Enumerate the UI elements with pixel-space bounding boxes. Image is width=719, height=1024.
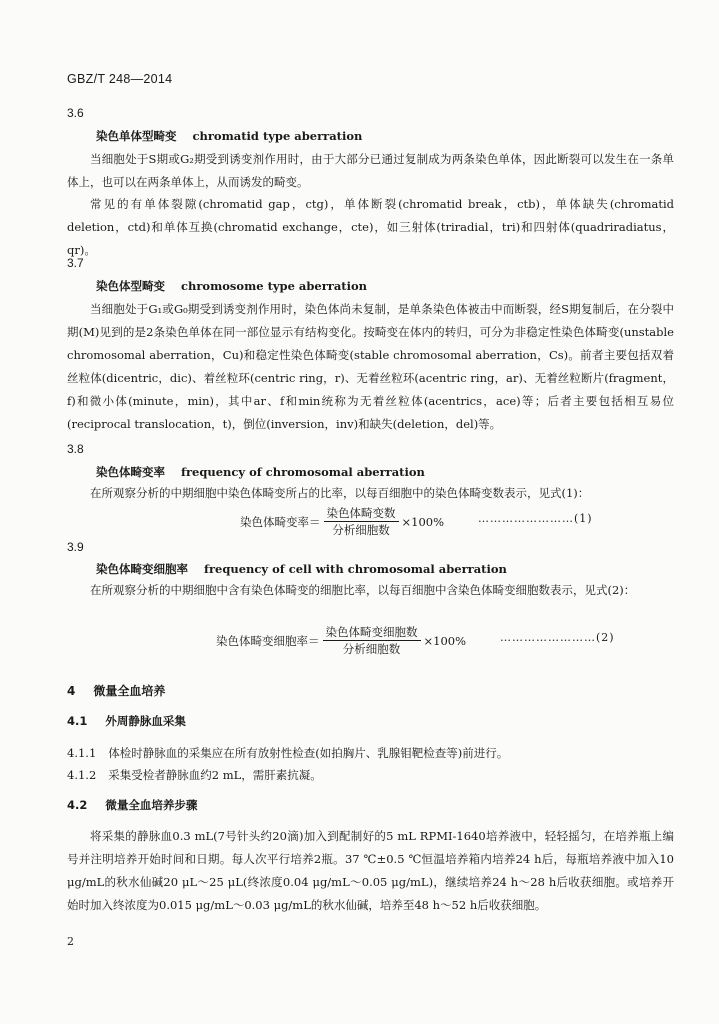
definition-paragraph: 当细胞处于S期或G₂期受到诱变剂作用时，由于大部分已通过复制成为两条染色单体，因此断裂可以发生在一条单体上，也可以在两条单体上，从而诱发的畸变。 [67, 152, 674, 189]
term-en: chromosome type aberration [181, 279, 368, 293]
definition-paragraph: 在所观察分析的中期细胞中染色体畸变所占的比率，以每百细胞中的染色体畸变数表示，见式(1)： [90, 486, 590, 500]
term-en: frequency of chromosomal aberration [181, 465, 425, 479]
term-en: chromatid type aberration [192, 129, 363, 143]
section-number: 3.6 [67, 106, 84, 120]
section-number: 3.7 [67, 256, 84, 270]
section-heading: 4.2 微量全血培养步骤 [67, 798, 198, 812]
formula-1: 染色体畸变率＝ $\frac{\text{染色体畸变数}}{\text{分析细胞数}}$ ×100% [240, 506, 445, 537]
term-zh: 染色单体型畸变 [96, 129, 177, 143]
standard-number-header: GBZ/T 248—2014 [67, 72, 173, 86]
section-number: 3.9 [67, 540, 84, 554]
term-heading [96, 464, 425, 480]
clause-4-1-2: 4.1.2 采集受检者静脉血约2 mL，需肝素抗凝。 [67, 768, 322, 782]
term-zh: 染色体畸变率 [96, 465, 165, 479]
equation-number: ……………………(1) [478, 512, 593, 525]
clause-4-1-1: 4.1.1 体检时静脉血的采集应在所有放射性检查(如拍胸片、乳腺钼靶检查等)前进行。 [67, 746, 509, 760]
formula-2: 染色体畸变细胞率＝ $\frac{\text{染色体畸变细胞数}}{\text{分析细胞数}}$ ×100% [216, 625, 467, 656]
section-heading: 4.1 外周静脉血采集 [67, 714, 186, 728]
section-number: 3.8 [67, 442, 84, 456]
term-zh: 染色体型畸变 [96, 279, 165, 293]
equation-number: ……………………(2) [500, 631, 615, 644]
procedure-paragraph: 将采集的静脉血0.3 mL(7号针头约20滴)加入到配制好的5 mL RPMI-1640培养液中，轻轻摇匀，在培养瓶上编号并注明培养开始时间和日期。每人次平行培养2瓶。37 ℃±0.5 ℃恒温培养箱内培养24 h后，每瓶培养液中加入10 μg/mL的秋水仙碱20 μL～25 μL(终浓度0.04 μg/mL～0.05 μg/mL)，继续培养24 h～28 h后收获细胞。或培养开始时加入终浓度为0.015 μg/mL～0.03 μg/mL的秋水仙碱，培养至48 h～52 h后收获细胞。 [67, 829, 674, 912]
term-heading [96, 561, 507, 577]
definition-paragraph: 当细胞处于G₁或G₀期受到诱变剂作用时，染色体尚未复制，是单条染色体被击中而断裂，经S期复制后，在分裂中期(M)见到的是2条染色单体在同一部位显示有结构变化。按畸变在体内的转归，可分为非稳定性染色体畸变(unstable chromosomal aberration，Cu)和稳定性染色体畸变(stable chromosomal aberration，Cs)。前者主要包括双着丝粒体(dicentric，dic)、着丝粒环(centric ring，r)、无着丝粒环(acentric ring，ar)、无着丝粒断片(fragment，f)和微小体(minute，min)，其中ar、f和min统称为无着丝粒体(acentrics，ace)等；后者主要包括相互易位(reciprocal translocation，t)，倒位(inversion，inv)和缺失(deletion，del)等。 [67, 302, 674, 431]
definition-paragraph: 常见的有单体裂隙(chromatid gap，ctg)，单体断裂(chromatid break，ctb)，单体缺失(chromatid deletion，ctd)和单体互换(chromatid exchange，cte)，如三射体(triradial，tri)和四射体(quadriradiatus，qr)。 [67, 197, 674, 257]
definition-paragraph: 在所观察分析的中期细胞中含有染色体畸变的细胞比率，以每百细胞中含染色体畸变细胞数表示，见式(2)： [90, 583, 636, 597]
term-heading [96, 128, 362, 144]
chapter-heading: 4 微量全血培养 [67, 684, 166, 698]
term-heading [96, 278, 367, 294]
term-en: frequency of cell with chromosomal aberration [204, 562, 507, 576]
term-zh: 染色体畸变细胞率 [96, 562, 188, 576]
page-number: 2 [67, 935, 74, 948]
